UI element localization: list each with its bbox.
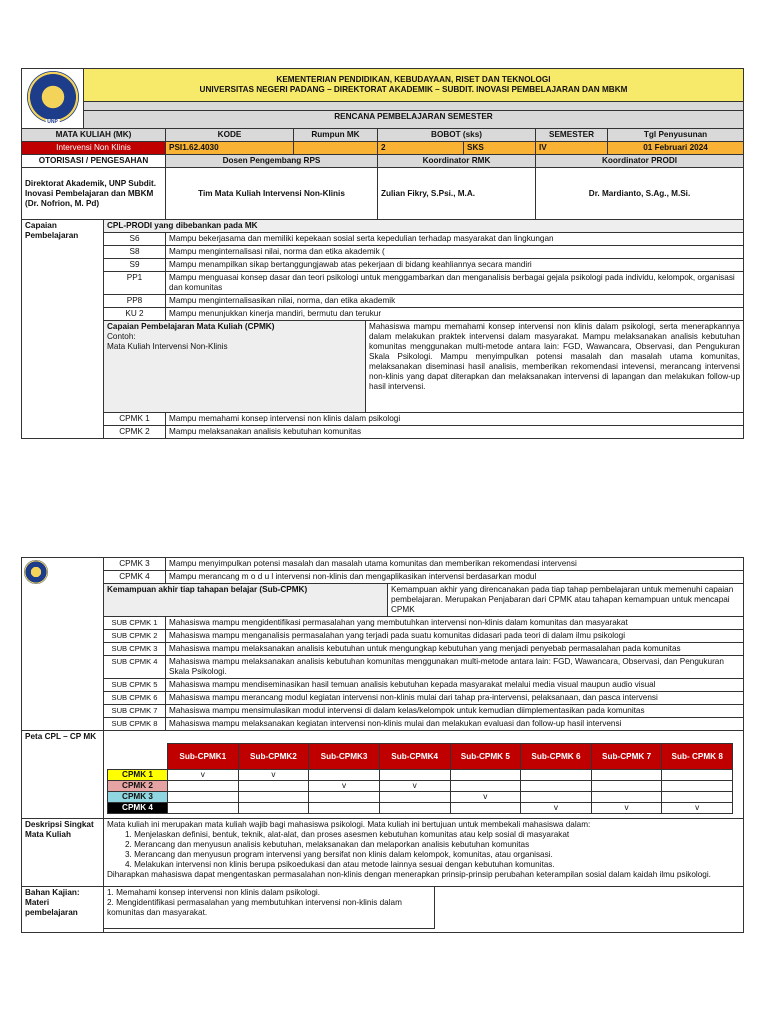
cpl-header: CPL-PRODI yang dibebankan pada MK xyxy=(104,220,744,233)
cpmk-row: CPMK 1 Mampu memahami konsep intervensi non klinis dalam psikologi xyxy=(22,413,744,426)
map-col-2: Sub-CPMK2 xyxy=(238,744,309,770)
code-value: PSI1.62.4030 xyxy=(166,142,294,155)
description-point: 4. Melakukan intervensi non klinis berupa psikoedukasi dan atau metode lainnya sesuai dengan kebutuhan komunitas. xyxy=(125,860,555,869)
rps-page-2 xyxy=(21,557,744,933)
learning-outcomes-label: Capaian Pembelajaran xyxy=(22,220,104,439)
description-point: 2. Merancang dan menyusun analisis kebutuhan, melaksanakan dan melaporkan analisis kebutuhan komunitas xyxy=(125,840,530,849)
weight-value: 2 xyxy=(378,142,464,155)
map-row: CPMK 2 v v xyxy=(108,781,733,792)
developer-label: Dosen Pengembang RPS xyxy=(166,155,378,168)
sub-cpmk-row: SUB CPMK 3 Mahasiswa mampu melaksanakan analisis kebutuhan untuk mengungkap kebutuhan yang menjadi penyebab permasalahan pada komunitas xyxy=(22,643,744,656)
cpmk-description: Mahasiswa mampu memahami konsep intervensi non klinis dalam psikologi, serta menerapkannya dalam melakukan praktek intervensi dalam masyarakat. Mampu melaksanakan analisis kebutuhan komunitas menggunakan multi-metode antara lain: FGD, Wawancara, Observasi, dan Pengukuran Skala Psikologi. Mampu menyimpulkan potensi masalah dan masalah utama komunitas, melaksanakan diseminasi hasil analisis, memberikan rekomendasi intevensi, merancang intervensi non-klinis yang dapat diterapkan dan melaksanakan intervensi di lapangan dan melakukan follow-up hasil intervensi. xyxy=(366,321,744,413)
authorization-label: OTORISASI / PENGESAHAN xyxy=(22,155,166,168)
document-title: RENCANA PEMBELAJARAN SEMESTER xyxy=(84,111,744,129)
cpl-cpmk-map xyxy=(107,743,733,814)
sub-cpmk-row: SUB CPMK 1 Mahasiswa mampu mengidentifikasi permasalahan yang membutuhkan intervensi non-klinis dalam komunitas dan masyarakat xyxy=(22,617,744,630)
materials-list xyxy=(104,887,434,929)
course-label: MATA KULIAH (MK) xyxy=(22,129,166,142)
map-col-8: Sub- CPMK 8 xyxy=(662,744,733,770)
cpmk-row: CPMK 4 Mampu merancang m o d u l intervensi non-klinis dan mengaplikasikan intervensi berdasarkan modul xyxy=(22,571,744,584)
cluster-label: Rumpun MK xyxy=(294,129,378,142)
sub-cpmk-description: Kemampuan akhir yang direncanakan pada tiap tahap pembelajaran untuk memenuhi capaian pembelajaran. Merupakan Penjabaran dari CPMK atau tahapan kemampuan untuk mencapai CPMK xyxy=(388,584,744,617)
header-table xyxy=(21,68,744,129)
cpmk-example-label: Contoh: xyxy=(107,332,136,341)
map-row: CPMK 4 v v v xyxy=(108,803,733,814)
rmk-name: Zulian Fikry, S.Psi., M.A. xyxy=(378,168,536,220)
map-outer-table xyxy=(21,730,744,933)
prodi-label: Koordinator PRODI xyxy=(536,155,744,168)
rmk-label: Koordinator RMK xyxy=(378,155,536,168)
cpl-table xyxy=(21,219,744,439)
description-label: Deskripsi Singkat Mata Kuliah xyxy=(22,819,104,887)
course-value: Intervensi Non Klinis xyxy=(22,142,166,155)
course-info-table xyxy=(21,128,744,220)
weight-label: BOBOT (sks) xyxy=(378,129,536,142)
materials-label: Bahan Kajian: Materi pembelajaran xyxy=(22,887,104,933)
cpl-row: S9 Mampu menampilkan sikap bertanggungjawab atas pekerjaan di bidang keahliannya secara mandiri xyxy=(22,259,744,272)
description-point: 1. Menjelaskan definisi, bentuk, teknik, alat-alat, dan proses asesmen kebutuhan komunitas atau kelp sosial di masyarakat xyxy=(125,830,570,839)
sub-cpmk-row: SUB CPMK 8 Mahasiswa mampu melaksanakan kegiatan intervensi non-klinis mulai dan melakukan evaluasi dan follow-up hasil intervensi xyxy=(22,718,744,731)
map-col-6: Sub-CPMK 6 xyxy=(521,744,592,770)
page-logo-cell xyxy=(22,558,104,731)
cpl-row: PP8 Mampu menginternalisasikan nilai, norma, dan etika akademik xyxy=(22,295,744,308)
cpl-row: S6 Mampu bekerjasama dan memiliki kepekaan sosial serta kepedulian terhadap masyarakat dan lingkungan xyxy=(22,233,744,246)
weight-unit: SKS xyxy=(464,142,536,155)
developer-name: Tim Mata Kuliah Intervensi Non-Klinis xyxy=(166,168,378,220)
ministry-heading: KEMENTERIAN PENDIDIKAN, KEBUDAYAAN, RISET DAN TEKNOLOGI UNIVERSITAS NEGERI PADANG – DIREKTORAT AKADEMIK – SUBDIT. INOVASI PEMBELAJARAN DAN MBKM xyxy=(84,69,744,102)
material-item: 1. Memahami konsep intervensi non klinis dalam psikologi. xyxy=(107,888,320,897)
date-value: 01 Februari 2024 xyxy=(608,142,744,155)
description-point: 3. Merancang dan menyusun program intervensi yang bersifat non klinis dalam kelompok, komunitas, atau organisasi. xyxy=(125,850,553,859)
cpmk-header: Capaian Pembelajaran Mata Kuliah (CPMK) xyxy=(107,322,275,331)
authority-name: Direktorat Akademik, UNP Subdit. Inovasi Pembelajaran dan MBKM (Dr. Nofrion, M. Pd) xyxy=(22,168,166,220)
sub-cpmk-row: SUB CPMK 2 Mahasiswa mampu menganalisis permasalahan yang terjadi pada suatu komunitas didasari pada teori di dalam ilmu psikologi xyxy=(22,630,744,643)
map-row: CPMK 1 v v xyxy=(108,770,733,781)
description-closing: Diharapkan mahasiswa dapat mengentaskan permasalahan non-klinis dengan menerapkan prinsip-prinsip perubahan keterampilan sosial dalam kaidah ilmu psikologi. xyxy=(107,870,711,879)
material-item: 2. Mengidentifikasi permasalahan yang membutuhkan intervensi non-klinis dalam komunitas dan masyarakat. xyxy=(107,898,402,917)
semester-value: IV xyxy=(536,142,608,155)
cpmk-row: CPMK 2 Mampu melaksanakan analisis kebutuhan komunitas xyxy=(22,426,744,439)
sub-cpmk-row: SUB CPMK 4 Mahasiswa mampu melaksanakan analisis kebutuhan komunitas menggunakan multi-metode antara lain: FGD, Wawancara, Observasi, dan Pengukuran Skala Psikologi. xyxy=(22,656,744,679)
map-col-5: Sub-CPMK 5 xyxy=(450,744,521,770)
sub-cpmk-row: SUB CPMK 6 Mahasiswa mampu merancang modul kegiatan intervensi non-klinis mulai dari tahap pra-intervensi, pelaksanaan, dan pasca intervensi xyxy=(22,692,744,705)
seal-icon xyxy=(24,560,48,584)
cpmk-row: CPMK 3 xyxy=(104,558,166,571)
rps-page-1 xyxy=(21,68,744,439)
cpmk-header-cell xyxy=(104,321,366,413)
map-col-1: Sub-CPMK1 xyxy=(168,744,239,770)
cpl-row: KU 2 Mampu menunjukkan kinerja mandiri, bermutu dan terukur xyxy=(22,308,744,321)
description-intro: Mata kuliah ini merupakan mata kuliah wajib bagi mahasiswa psikologi. Mata kuliah ini bertujuan untuk membekali mahasiswa dalam: xyxy=(107,820,591,829)
university-logo xyxy=(22,69,84,129)
map-label: Peta CPL – CP MK xyxy=(22,731,104,819)
sub-cpmk-row: SUB CPMK 5 Mahasiswa mampu mendiseminasikan hasil temuan analisis kebutuhan kepada masyarakat melalui media visual maupun audio visual xyxy=(22,679,744,692)
map-col-3: Sub-CPMK3 xyxy=(309,744,380,770)
course-description xyxy=(104,819,744,887)
map-row: CPMK 3 v xyxy=(108,792,733,803)
cpl-row: PP1 Mampu menguasai konsep dasar dan teori psikologi untuk menggambarkan dan menganalisis berbagai gejala psikologi pada individu, kelompok, organisasi dan komunitas xyxy=(22,272,744,295)
map-container xyxy=(104,731,744,819)
header-spacer xyxy=(84,101,744,110)
sub-cpmk-row: SUB CPMK 7 Mahasiswa mampu mensimulasikan modul intervensi di dalam kelas/kelompok untuk kemudian diimplementasikan pada komunitas xyxy=(22,705,744,718)
semester-label: SEMESTER xyxy=(536,129,608,142)
materials-cell xyxy=(104,887,744,933)
map-col-7: Sub-CPMK 7 xyxy=(591,744,662,770)
cpmk-example-text: Mata Kuliah Intervensi Non-Klinis xyxy=(107,342,228,351)
cpmk-continued-table: CPMK 3 Mampu menyimpulkan potensi masalah dan masalah utama komunitas dan memberikan rekomendasi intervensi CPMK 4 Mampu merancang m o d u l intervensi non-klinis dan mengaplikasikan intervensi berdasarkan modul Kemampuan akhir tiap tahapan belajar (Sub-CPMK) Kemampuan akhir yang direncanakan pada tiap tahap pembelajaran untuk memenuhi capaian pembelajaran. Merupakan Penjabaran dari CPMK atau tahapan kemampuan untuk mencapai CPMK SUB CPMK 1 Mahasiswa mampu mengidentifikasi permasalahan yang membutuhkan intervensi non-klinis dalam komunitas dan masyarakat SUB CPMK 2 Mahasiswa mampu menganalisis permasalahan yang terjadi pada suatu komunitas didasari pada teori di dalam ilmu psikologi SUB CPMK 3 Mahasiswa mampu melaksanakan analisis kebutuhan untuk mengungkap kebutuhan yang menjadi penyebab permasalahan pada komunitas SUB CPMK 4 Mahasiswa mampu melaksanakan analisis kebutuhan komunitas menggunakan multi-metode antara lain: FGD, Wawancara, Observasi, dan Pengukuran Skala Psikologi. SUB CPMK 5 Mahasiswa mampu mendiseminasikan hasil temuan analisis kebutuhan kepada masyarakat melalui media visual maupun audio visual SUB CPMK 6 Mahasiswa mampu merancang modul kegiatan intervensi non-klinis mulai dari tahap pra-intervensi, pelaksanaan, dan pasca intervensi SUB CPMK 7 Mahasiswa mampu mensimulasikan modul intervensi di dalam kelas/kelompok untuk kemudian diimplementasikan pada komunitas SUB CPMK 8 Mahasiswa mampu melaksanakan kegiatan intervensi non-klinis mulai dan melakukan evaluasi dan follow-up hasil intervensi xyxy=(21,557,744,731)
code-label: KODE xyxy=(166,129,294,142)
sub-cpmk-header: Kemampuan akhir tiap tahapan belajar (Sub-CPMK) xyxy=(104,584,388,617)
map-col-4: Sub-CPMK4 xyxy=(379,744,450,770)
cluster-value xyxy=(294,142,378,155)
seal-icon: UNP xyxy=(27,71,79,123)
prodi-name: Dr. Mardianto, S.Ag., M.Si. xyxy=(536,168,744,220)
date-label: Tgl Penyusunan xyxy=(608,129,744,142)
cpl-row: S8 Mampu menginternalisasi nilai, norma dan etika akademik ( xyxy=(22,246,744,259)
